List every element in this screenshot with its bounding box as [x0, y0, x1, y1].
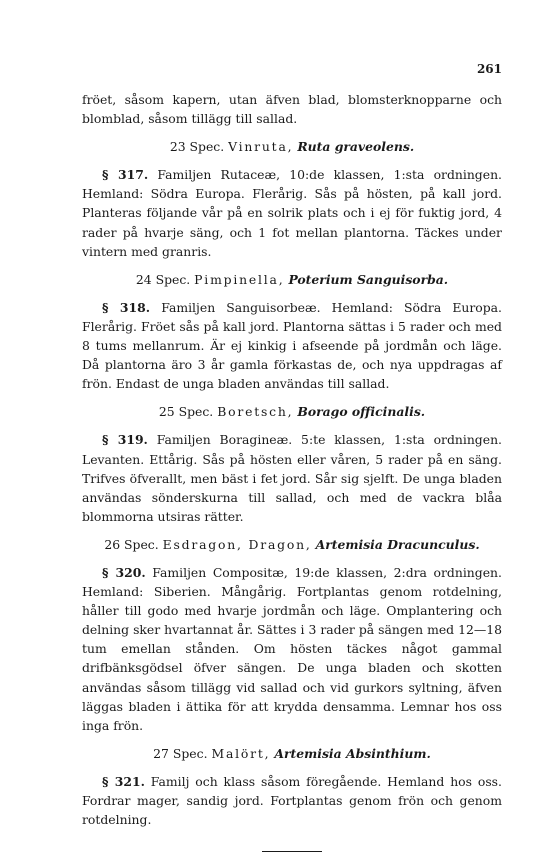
species-paragraph: [82, 165, 502, 260]
section-number: § 320.: [102, 564, 146, 580]
section-text: Familjen Boragineæ. 5:te klassen, 1:sta ordningen. Levanten. Ettårig. Sås på hösten eller våren, 5 rader på en säng. Trifves öfverallt, men bäst i fet jord. Sår sig sjelft. De unga bladen användas sönderskurna till sallad, och med de vackra blåa blommorna utsiras rätter.: [82, 432, 502, 524]
latin-name: Poterium Sanguisorba.: [288, 271, 449, 287]
section-text: Familj och klass såsom föregående. Hemland hos oss. Fordrar mager, sandig jord. Fortplantas genom frön och genom rotdelning.: [82, 773, 502, 828]
species-number: 24 Spec.: [135, 271, 191, 287]
species-name: Pimpinella,: [194, 271, 285, 287]
section-text: Familjen Compositæ, 19:de klassen, 2:dra ordningen. Hemland: Siberien. Mångårig. Fortplantas genom rotdelning, håller till godo med hvarje jordmån och läge. Omplantering och delning sker hvartannat år. Sättes i 3 rader på sängen med 12—18 tum emellan stånden. Om hösten täckes något gammal drifbänksgödsel öfver sängen. De unga bladen och skotten användas såsom tillägg vid sallad och vid gurkors syltning, äfven läggas bladen i ättika för att krydda densamma. Lemnar hos oss inga frön.: [82, 564, 502, 733]
page-number: 261: [476, 62, 502, 76]
species-heading: [82, 402, 502, 421]
species-name: Malört,: [211, 745, 271, 761]
species-number: 23 Spec.: [169, 139, 225, 155]
latin-name: Artemisia Dracunculus.: [315, 536, 480, 552]
section-text: Familjen Rutaceæ, 10:de klassen, 1:sta ordningen. Hemland: Södra Europa. Flerårig. Sås på hösten, på kall jord. Planteras följande vår på en solrik plats och i ej för fuktig jord, 4 rader på hvarje säng, och 1 fot mellan plantorna. Täckes under vintern med granris.: [82, 167, 502, 259]
section-number: § 318.: [102, 299, 151, 315]
latin-name: Borago officinalis.: [297, 404, 426, 420]
page-text: [82, 90, 502, 852]
section-number: § 319.: [102, 432, 148, 448]
latin-name: Artemisia Absinthium.: [274, 745, 431, 761]
species-paragraph: [82, 430, 502, 525]
species-name: Vinruta,: [228, 139, 294, 155]
species-paragraph: [82, 772, 502, 829]
species-heading: [82, 270, 502, 289]
end-rule: [262, 851, 322, 852]
section-number: § 321.: [102, 773, 145, 789]
species-name: Boretsch,: [217, 404, 294, 420]
species-heading: [82, 137, 502, 156]
species-number: 26 Spec.: [104, 536, 159, 552]
species-number: 25 Spec.: [158, 404, 214, 420]
species-paragraph: [82, 298, 502, 393]
latin-name: Ruta graveolens.: [297, 139, 415, 155]
species-paragraph: [82, 563, 502, 735]
section-text: Familjen Sanguisorbeæ. Hemland: Södra Europa. Flerårig. Fröet sås på kall jord. Plantorna sättas i 5 rader och med 8 tums mellanrum. Är ej kinkig i afseende på jordmån och läge. Då plantorna äro 3 år gamla förkastas de, och nya uppdragas af frön. Endast de unga bladen användas till sallad.: [82, 299, 502, 392]
species-heading: [82, 535, 502, 554]
species-name: Esdragon, Dragon,: [162, 536, 312, 552]
section-number: § 317.: [102, 167, 149, 183]
intro-paragraph: fröet, såsom kapern, utan äfven blad, blomsterknopparne och blomblad, såsom tillägg till sallad.: [82, 92, 502, 127]
species-number: 27 Spec.: [153, 745, 208, 761]
species-heading: [82, 744, 502, 763]
